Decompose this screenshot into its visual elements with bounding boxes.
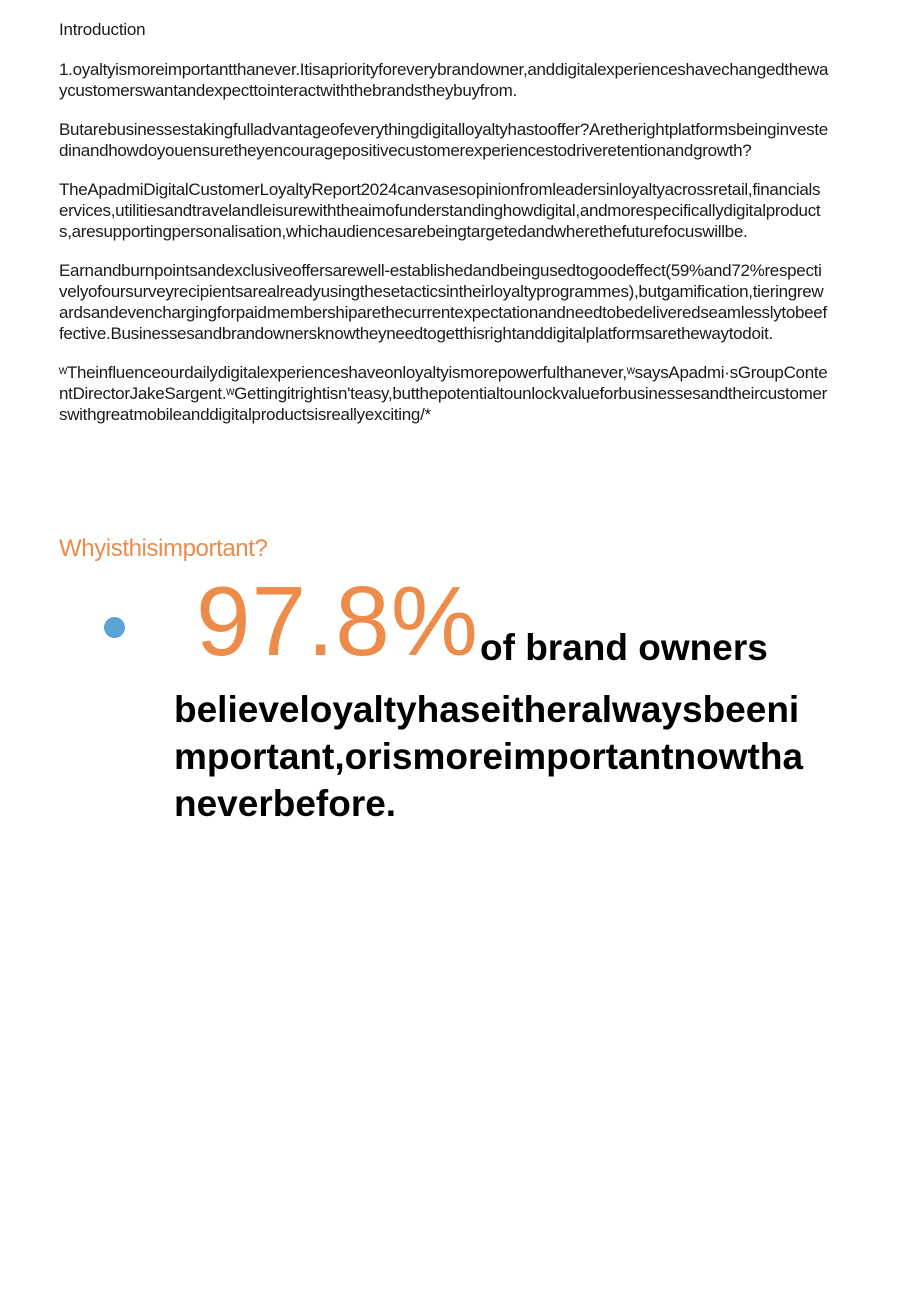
intro-paragraph-2: Butarebusinessestakingfulladvantageofeverythingdigitalloyaltyhastooffer?Aretherightplatformsbeinginvestedinandhowdoyouensuretheyencouragepositivecustomerexperiencestodriveretentionandgrowth? — [59, 120, 828, 160]
intro-paragraph-5-quote: ʷTheinfluenceourdailydigitalexperienceshaveonloyaltyismorepowerfulthanever,ʷsaysApadmi·sGroupContentDirectorJakeSargent.ʷGettingitrightisn'teasy,butthepotentialtounlockvalueforbusinessesandtheircustomerswithgreatmobileanddigitalproductsisreallyexciting/* — [59, 363, 828, 424]
bullet-dot-icon — [104, 617, 125, 638]
intro-section — [59, 20, 829, 443]
stat-lead-text: of brand owners — [480, 627, 768, 668]
stat-rest-text: believeloyaltyhaseitheralwaysbeenimportant,orismoreimportantnowthaneverbefore. — [174, 689, 804, 824]
why-heading: Whyisthisimportant? — [59, 535, 268, 562]
intro-paragraph-3: TheApadmiDigitalCustomerLoyaltyReport2024canvasesopinionfromleadersinloyaltyacrossretail,financialservices,utilitiesandtravelandleisurewiththeaimofunderstandinghowdigital,andmorespecificallydigitalproducts,aresupportingpersonalisation,whichaudiencesarebeingtargetedandwherethefuturefocuswillbe. — [59, 180, 821, 241]
stat-value: 97.8% — [196, 566, 479, 676]
intro-paragraph-1: 1.oyaltyismoreimportantthanever.Itisapriorityforeverybrandowner,anddigitalexperienceshavechangedthewaycustomerswantandexpecttointeractwiththebrandstheybuyfrom. — [59, 60, 829, 100]
intro-heading: Introduction — [59, 20, 146, 39]
intro-paragraph-4: Earnandburnpointsandexclusiveoffersarewell-establishedandbeingusedtogoodeffect(59%and72%respectivelyofoursurveyrecipientsarealreadyusingthesetacticsintheirloyaltyprogrammes),butgamification,tieringrewardsandevenchargingforpaidmembershiparethecurrentexpectationandneedtobedeliveredseamlesslytobeeffective.Businessesandbrandownersknowtheyneedtogetthisrightanddigitalplatformsarethewaytodoit. — [59, 261, 827, 343]
